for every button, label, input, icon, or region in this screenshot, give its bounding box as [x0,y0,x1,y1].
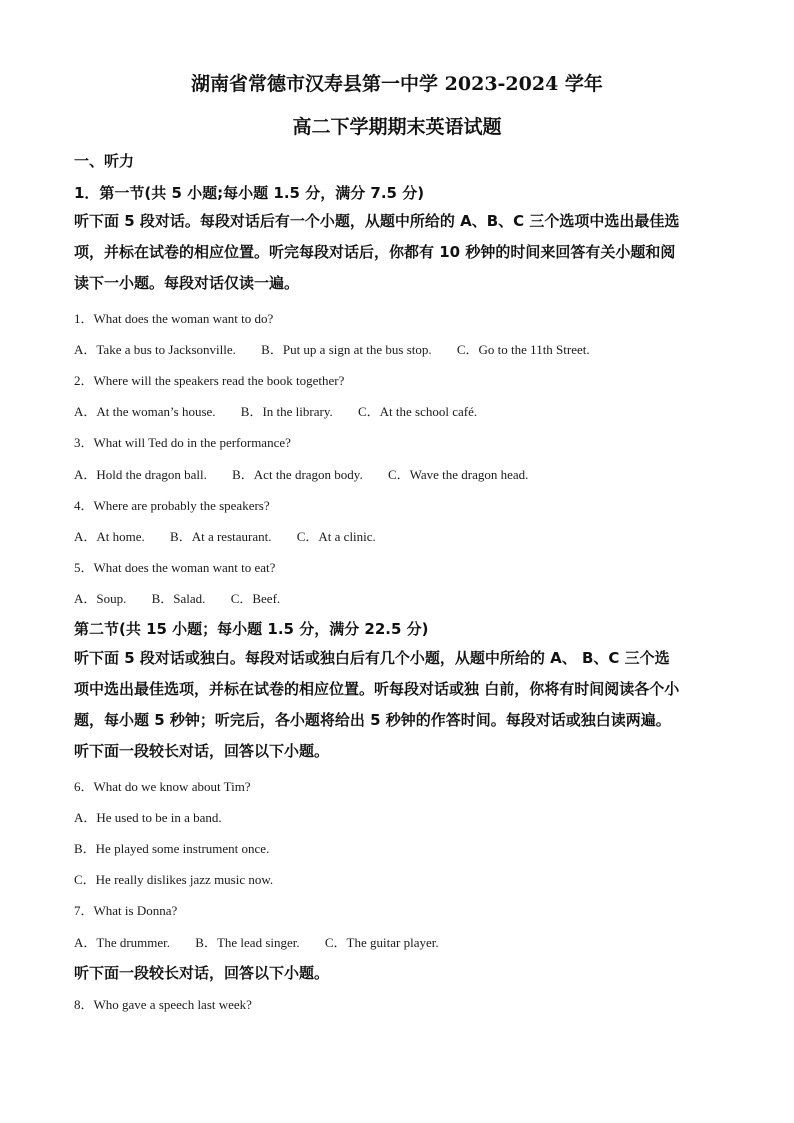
option-b: B．At a restaurant. [170,529,272,544]
question-3-options [74,464,550,483]
question-2-stem: 2．Where will the speakers read the book together? [74,373,345,388]
instruction-line: 项，并标在试卷的相应位置。听完每段对话后，你都有 10 秒钟的时间来回答有关小题和阅 [74,243,676,261]
question-4-options [74,526,398,545]
question-2-options [74,401,499,420]
section-heading-listening: 一、听力 [74,152,135,170]
option-c: C．Beef. [230,591,281,606]
option-a: A．The drummer. [74,935,171,950]
question-6-option-c: C．He really dislikes jazz music now. [74,872,274,887]
option-b: B．Put up a sign at the bus stop. [261,342,432,357]
instruction-line: 读下一小题。每段对话仅读一遍。 [74,274,300,292]
instruction-line: 题，每小题 5 秒钟；听完后，各小题将给出 5 秒钟的作答时间。每段对话或独白读两遍。 [74,711,671,729]
option-a: A．At home. [74,529,145,544]
question-1-stem: 1．What does the woman want to do? [74,311,274,326]
option-a: A．Soup. [74,591,127,606]
option-c: C．Go to the 11th Street. [456,342,590,357]
question-7-options [74,932,461,951]
exam-title-line-1: 湖南省常德市汉寿县第一中学 2023-2024 学年 [191,73,603,95]
option-b: B．Salad. [151,591,206,606]
part2-heading: 第二节(共 15 小题；每小题 1.5 分，满分 22.5 分) [74,620,429,638]
option-a: A．Hold the dragon ball. [74,467,207,482]
question-6-option-b: B．He played some instrument once. [74,841,270,856]
question-7-stem: 7．What is Donna? [74,903,178,918]
option-b: B．In the library. [240,404,333,419]
question-3-stem: 3．What will Ted do in the performance? [74,435,291,450]
option-a: A．Take a bus to Jacksonville. [74,342,236,357]
exam-title-line-2: 高二下学期期末英语试题 [292,116,502,138]
option-a: A．At the woman’s house. [74,404,216,419]
question-5-options [74,588,302,607]
instruction-line: 听下面 5 段对话。每段对话后有一个小题，从题中所给的 A、B、C 三个选项中选出最佳选 [74,212,680,230]
part1-heading: 1．第一节(共 5 小题;每小题 1.5 分，满分 7.5 分) [74,184,425,202]
option-b: B．Act the dragon body. [232,467,363,482]
instruction-line: 项中选出最佳选项，并标在试卷的相应位置。听每段对话或独 白前，你将有时间阅读各个小 [74,680,680,698]
question-1-options [74,339,612,358]
question-4-stem: 4．Where are probably the speakers? [74,498,270,513]
sub-heading-2: 听下面一段较长对话，回答以下小题。 [74,964,330,982]
part1-instructions [74,206,722,299]
question-8-stem: 8．Who gave a speech last week? [74,997,252,1012]
question-5-stem: 5．What does the woman want to eat? [74,560,276,575]
option-c: C．At the school café. [358,404,478,419]
option-b: B．The lead singer. [195,935,300,950]
sub-heading: 听下面一段较长对话，回答以下小题。 [74,742,330,760]
question-6-stem: 6．What do we know about Tim? [74,779,251,794]
part2-instructions [74,643,722,767]
option-c: C．At a clinic. [296,529,376,544]
option-c: C．The guitar player. [324,935,439,950]
question-6-option-a: A．He used to be in a band. [74,810,222,825]
instruction-line: 听下面 5 段对话或独白。每段对话或独白后有几个小题，从题中所给的 A、 B、C 三个选 [74,649,670,667]
option-c: C．Wave the dragon head. [387,467,529,482]
